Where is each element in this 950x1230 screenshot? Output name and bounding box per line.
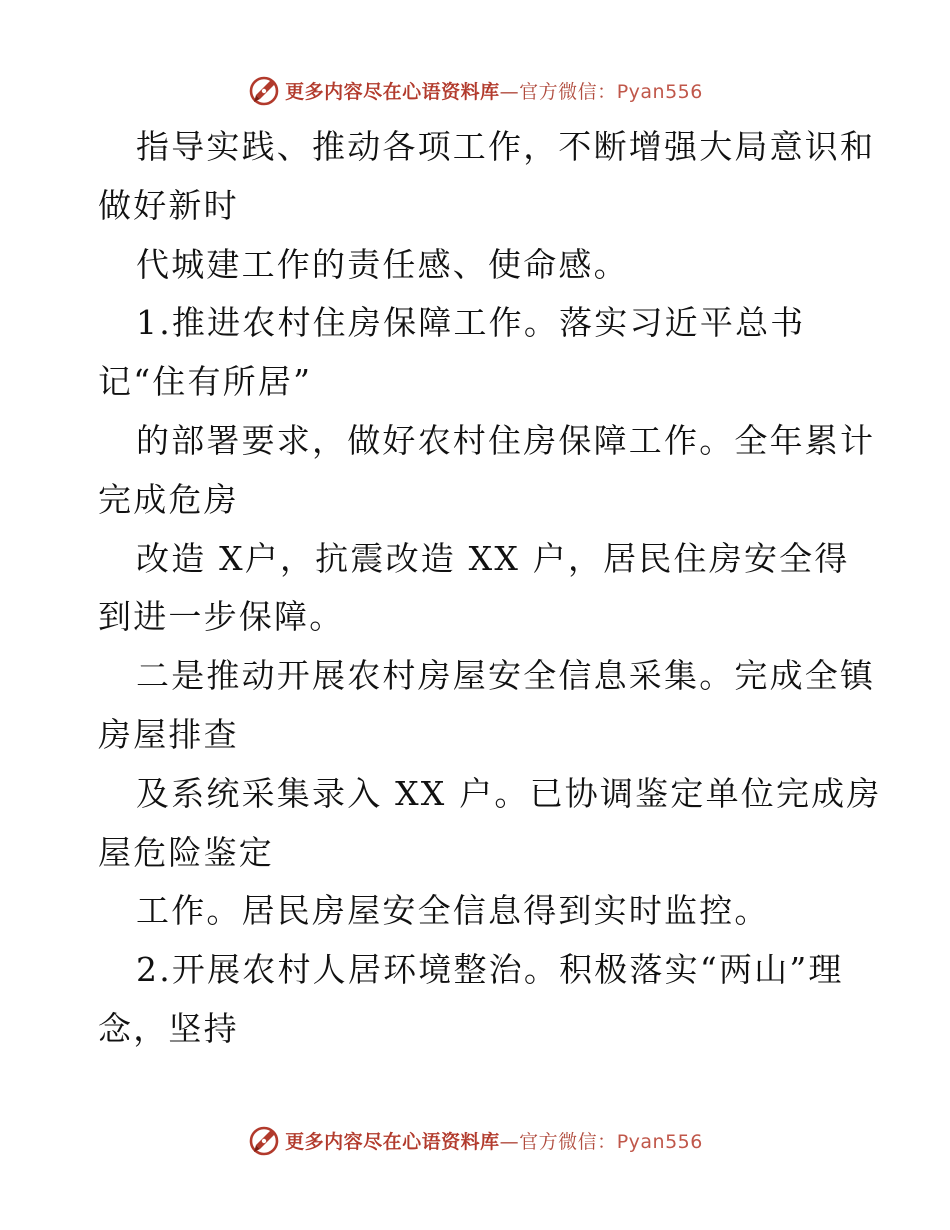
text-line: 到进一步保障。 [98,597,345,637]
text-line: 记“住有所居” [98,362,313,402]
text-line: 屋危险鉴定 [98,832,274,872]
footer-title: 更多内容尽在心语资料库 [285,1130,500,1153]
header-banner [0,70,950,110]
header-handle: Pyan556 [616,80,703,103]
header-title: 更多内容尽在心语资料库 [285,80,500,103]
header-label: 官方微信： [519,80,617,103]
footer-text [285,1127,703,1154]
footer-label: 官方微信： [519,1130,617,1153]
footer-banner [0,1120,950,1160]
text-line: 念，坚持 [98,1008,239,1048]
text-line: 及系统采集录入 XX 户。已协调鉴定单位完成房 [136,773,882,813]
text-line: 1.推进农村住房保障工作。落实习近平总书 [136,303,806,343]
text-line: 完成危房 [98,479,239,519]
text-line: 房屋排查 [98,714,239,754]
text-line: 2.开展农村人居环境整治。积极落实“两山”理 [136,950,844,990]
text-line: 代城建工作的责任感、使命感。 [136,244,629,284]
text-line: 的部署要求，做好农村住房保障工作。全年累计 [136,420,876,460]
text-line: 做好新时 [98,185,239,225]
pen-nib-circle-icon [247,73,281,107]
footer-handle: Pyan556 [616,1130,703,1153]
footer-dash: — [499,1130,520,1153]
pen-nib-circle-icon [247,1123,281,1157]
text-line: 工作。居民房屋安全信息得到实时监控。 [136,891,770,931]
text-line: 指导实践、推动各项工作，不断增强大局意识和 [136,127,876,166]
header-dash: — [499,80,520,103]
header-text [285,77,703,104]
text-line: 二是推动开展农村房屋安全信息采集。完成全镇 [136,656,876,696]
text-line: 改造 X户，抗震改造 XX 户，居民住房安全得 [136,538,850,578]
document-body [98,118,882,1059]
